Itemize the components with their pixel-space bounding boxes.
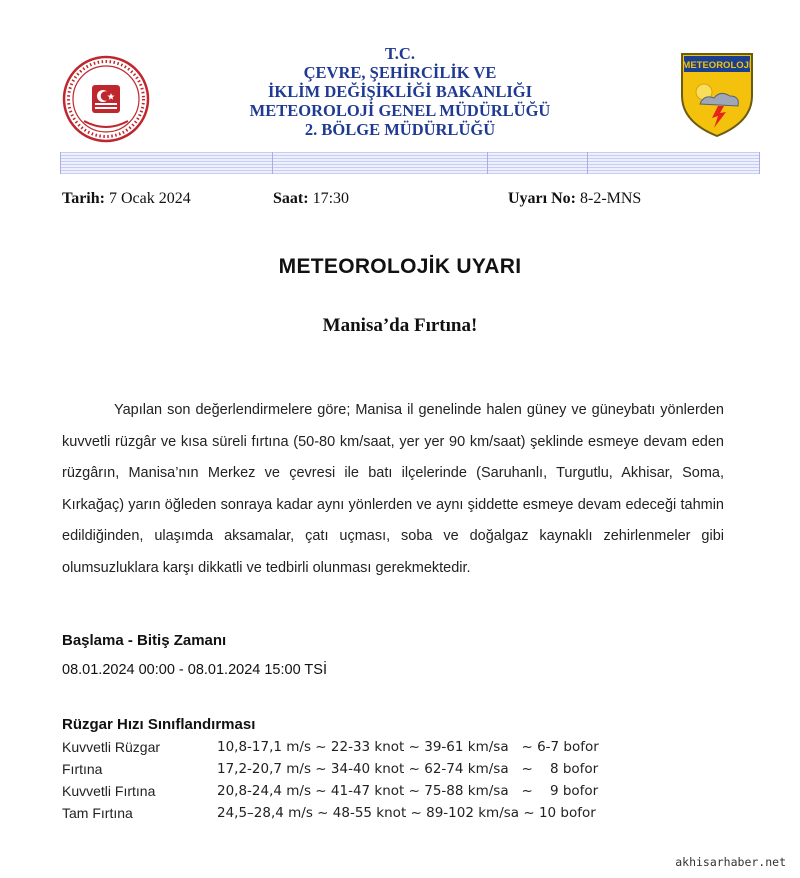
agency-header [200,44,600,139]
header-divider-band [60,152,760,174]
warning-number-label: Uyarı No: [508,190,576,207]
header-line-region: 2. BÖLGE MÜDÜRLÜĞÜ [304,120,496,139]
wind-row-name: Fırtına [62,761,103,777]
header-line-tc: T.C. [385,44,415,63]
wind-row-value: 10,8-17,1 m/s ~ 22-33 knot ~ 39-61 km/sa ~ 6-7 bofor [217,739,599,755]
date-value: 7 Ocak 2024 [108,190,191,207]
meteoroloji-logo-text: METEOROLOJİ [682,60,752,71]
time-field [273,190,349,208]
period-value: 08.01.2024 00:00 - 08.01.2024 15:00 TSİ [62,662,327,678]
header-line-ministry-1: ÇEVRE, ŞEHİRCİLİK VE [303,63,497,82]
warning-body-text: Yapılan son değerlendirmelere göre; Manisa il genelinde halen güney ve güneybatı yönlerden kuvvetli rüzgâr ve kısa süreli fırtına (50-80 km/saat, yer yer 90 km/saat) şeklinde esmeye devam eden rüzgârın, Manisa’nın Merkez ve çevresi ile batı ilçelerinde (Saruhanlı, Turgutlu, Akhisar, Soma, Kırkağaç) yarın öğleden sonraya kadar aynı yönlerden ve aynı şiddette esmeye devam edeceği tahmin edildiğinden, ulaşımda aksamalar, çatı uçması, soba ve doğalgaz kaynaklı zehirlenmeler gibi olumsuzluklara karşı dikkatli ve tedbirli olunması gerekmektedir. [62,402,724,576]
wind-row-value: 20,8-24,4 m/s ~ 41-47 knot ~ 75-88 km/sa ~ 9 bofor [217,783,599,799]
time-label: Saat: [273,190,309,207]
ministry-seal-icon [62,55,150,143]
date-field [62,190,191,208]
period-label: Başlama - Bitiş Zamanı [62,632,227,649]
wind-row-value: 17,2-20,7 m/s ~ 34-40 knot ~ 62-74 km/sa ~ 8 bofor [217,761,599,777]
document-title: METEOROLOJİK UYARI [278,255,522,278]
wind-row-name: Kuvvetli Fırtına [62,783,156,799]
document-subtitle: Manisa’da Fırtına! [322,315,478,336]
meteoroloji-shield-icon [678,50,756,138]
warning-number-field [508,190,641,208]
time-value: 17:30 [312,190,350,207]
header-line-ministry-2: İKLİM DEĞİŞİKLİĞİ BAKANLIĞI [267,82,533,101]
wind-table-title: Rüzgar Hızı Sınıflandırması [62,716,256,733]
header-line-directorate: METEOROLOJİ GENEL MÜDÜRLÜĞÜ [249,101,551,120]
source-watermark: akhisarhaber.net [675,855,786,869]
wind-row-value: 24,5–28,4 m/s ~ 48-55 knot ~ 89-102 km/sa ~ 10 bofor [217,805,596,821]
date-label: Tarih: [62,190,105,207]
wind-row-name: Tam Fırtına [62,805,133,821]
wind-row-name: Kuvvetli Rüzgar [62,739,161,755]
warning-number-value: 8-2-MNS [579,190,642,207]
